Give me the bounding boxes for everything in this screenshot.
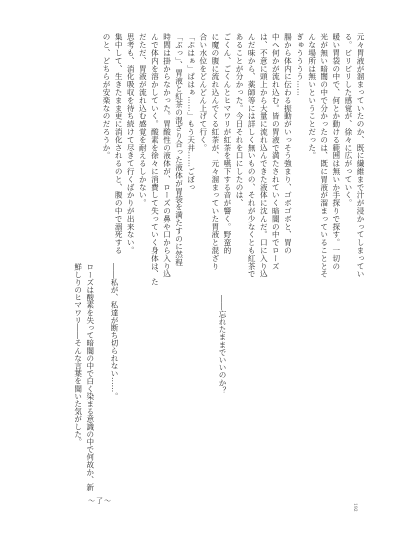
closing-line [96, 263, 108, 523]
main-text-block [100, 33, 366, 303]
text-line: 中へ何かが流れ込む。皆の胃液で満たされていく暗闇の中でローズ [271, 33, 281, 270]
text-line: 「ぶっ」、胃液と紅茶の混ざり合った液体が胃袋を満たすのに然程 [174, 33, 184, 267]
text-line: は、不意に頭上から大量に流れ込んできた液体に沈んだ。口に入り込 [259, 33, 269, 278]
text-line: だただ、胃液が流れ込む感覚を耐えるしかない。 [138, 33, 148, 207]
text-line: んで体内を溶かしていく。酸素を徐々に消費して失っていく身体は、た [150, 33, 160, 286]
text-line: 腸から体内に伝わる振動がいっそう強まり、ゴボゴボと、胃の [283, 33, 293, 255]
dialogue-line: ――忘れたままでいいのか？ [218, 295, 227, 394]
text-line: 元々胃液が溜まっていたのか、既に繊維まで汁が浸かってしまってい [356, 33, 365, 278]
text-line: 時間は掛からなかった。胃酸性の液体が、ローズの鼻や口から入り込 [162, 33, 172, 278]
text-line: のと、どちらが安楽なのだろうか。 [102, 33, 112, 160]
end-mark: ～了～ [88, 497, 112, 505]
text-line: る。ビリビリした感覚が、徐々に広がっていく。 [343, 33, 353, 207]
text-line: 思考も、消化吸収を待ち続けて尽きて行くばかりが出来ない。 [126, 33, 136, 255]
text-line: 「ぷはぁ」ぱはぁ……」もう天井……ごぼっ [186, 33, 196, 191]
text-line: んだ味から、薬師等には詳しく無いものの、それが少なくとも紅茶で [247, 33, 257, 278]
text-line: に魔の腹に流れ込んでくる紅茶が、元々溜まっていた胃液と混ざり [210, 33, 220, 270]
text-line: ごくん、ごくんとヒマワリが紅茶を嚥下する音が響く。野蛮的 [222, 33, 232, 255]
closing-line: 鮮しりのヒマワリ――そんな言葉を聞いた気がした。 [73, 263, 83, 446]
closing-line: ローズは酸素を失って暗闇の中で白く染まる意識の中で何故か、新 [85, 263, 95, 491]
text-line: 集中して、生きたまま更に消化されるのと、腹の中で溺死する [114, 33, 124, 255]
text-line: 光が無い暗闇の中で分かったのは、既に胃液が溜まっていることとそ [319, 33, 329, 278]
text-line: あることが分かった。今日それを口にしたのは、 [235, 33, 245, 207]
closing-text-block [72, 263, 120, 523]
text-line: んな場所は無いということだった。 [307, 33, 317, 160]
closing-line: ――私が、私達が断ち切られない……。 [110, 263, 119, 400]
text-line: 合い水位をどんどん上げて行く。 [198, 33, 208, 152]
text-line: ぎゅうううう…… [295, 33, 305, 97]
text-line: 暖い胃袋の中で、何とか動ける範囲は無いか手探りで探す。一切の [331, 33, 341, 270]
page-number: 192 [352, 503, 357, 512]
